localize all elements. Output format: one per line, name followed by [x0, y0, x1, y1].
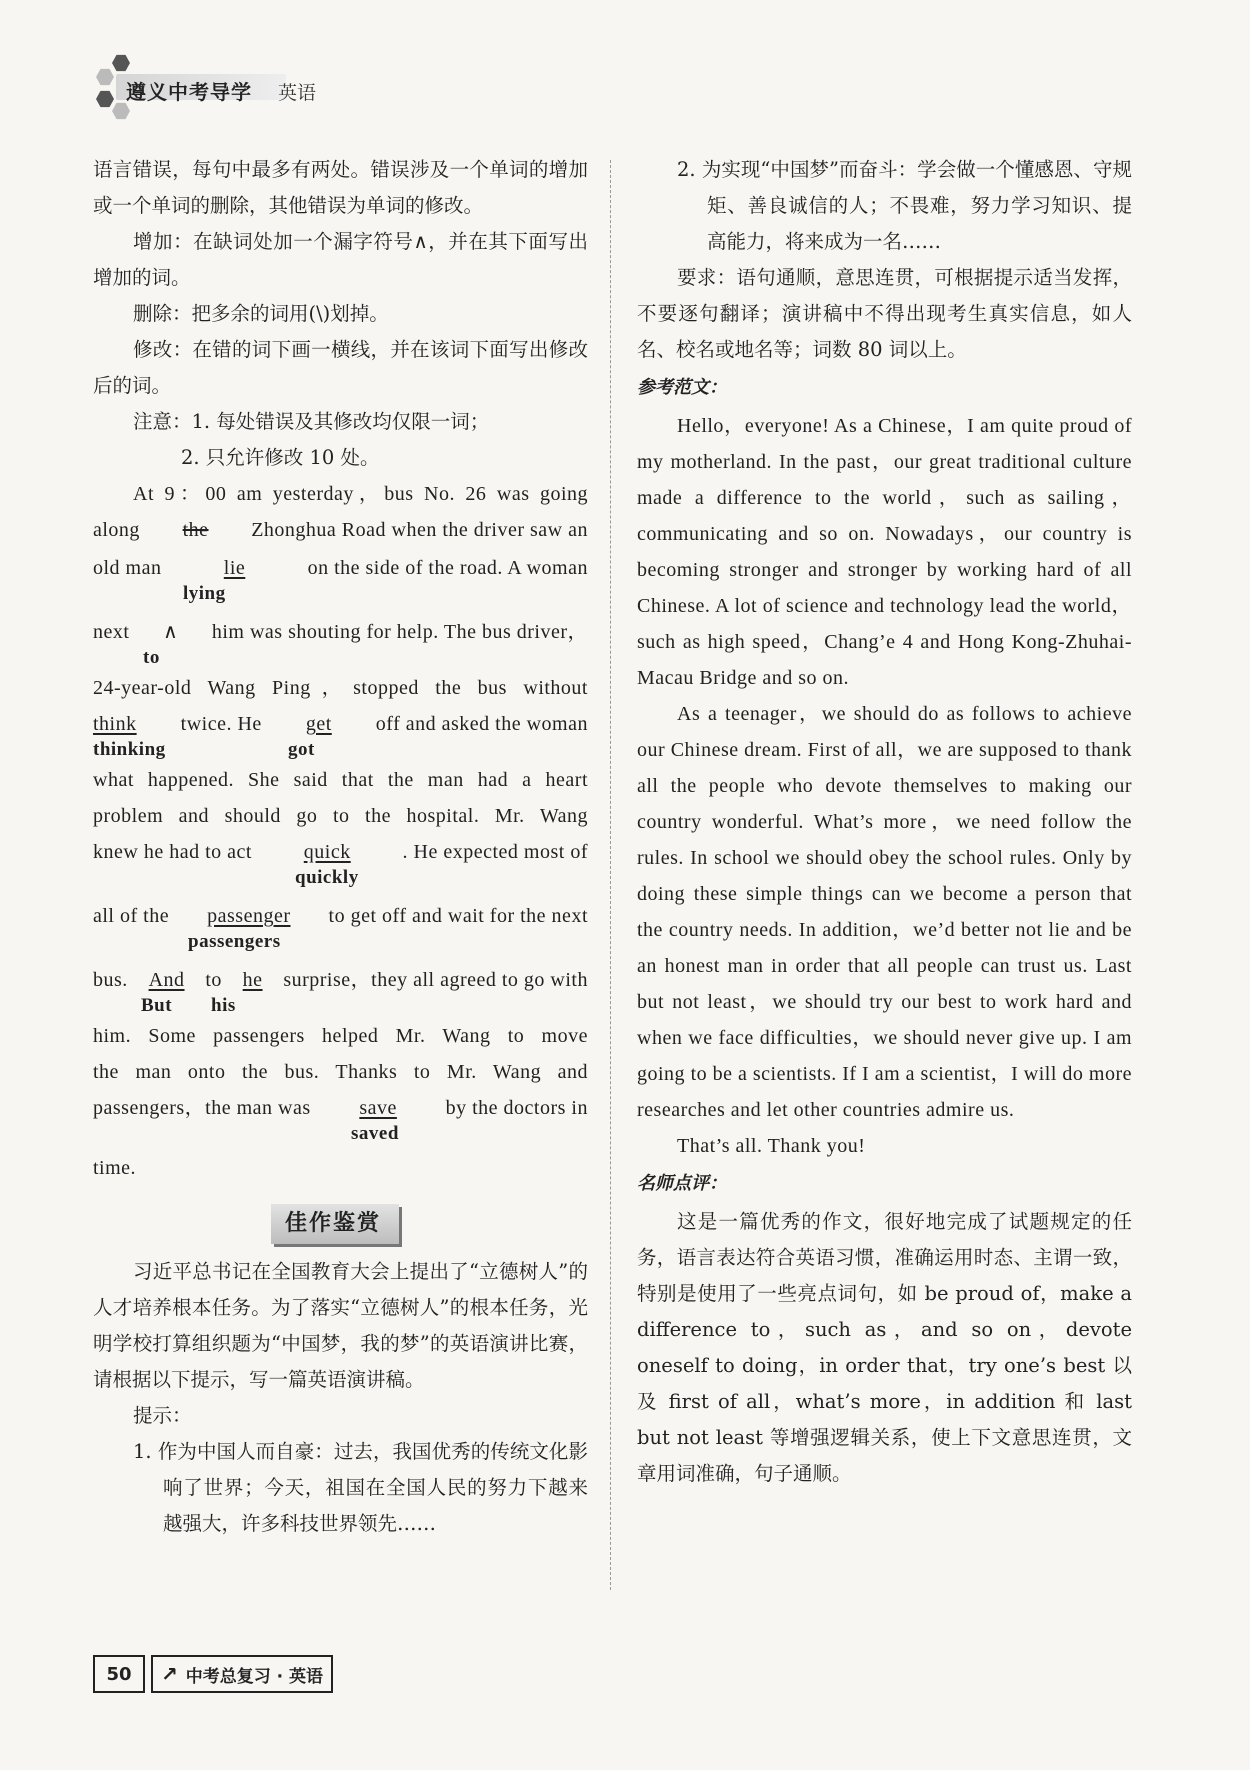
instruction-delete: 删除：把多余的词用(\)划掉。: [133, 302, 389, 325]
passage-line: time.: [93, 1157, 137, 1179]
error-word: he: [242, 969, 263, 991]
error-word: get: [305, 713, 332, 735]
error-word: think: [93, 713, 137, 735]
right-column: [637, 152, 1132, 1492]
passage-line: problem and should go to the hospital. Mr. Wang: [93, 805, 588, 827]
passage-line: next ∧ him was shouting for help. The bus driver， to: [93, 614, 588, 678]
subject-label: 英语: [278, 82, 317, 104]
comment-label: 名师点评：: [637, 1173, 727, 1194]
correction-passage: [93, 476, 588, 1186]
error-word: And: [148, 969, 185, 991]
teacher-comment: 这是一篇优秀的作文，很好地完成了试题规定的任务，语言表达符合英语习惯，准确运用时态、主谓一致，特别是使用了一些亮点词句，如 be proud of，make a difference to，such as，and so on，devote oneself to doing，in order that，try one’s best 以及 first of all，what’s more，in addition 和 last but not least 等增强逻辑关系，使上下文意思连贯，文章用词准确，句子通顺。: [637, 1210, 1132, 1485]
page-header: [88, 50, 1168, 120]
passage-line: At 9：00 am yesterday，bus No. 26 was going: [133, 483, 588, 505]
passage-line: passengers，the man was save by the doctors in saved: [93, 1090, 588, 1154]
correction-word: saved: [351, 1123, 399, 1144]
error-word: quick: [303, 841, 351, 863]
sample-paragraph: That’s all. Thank you!: [677, 1135, 866, 1157]
passage-line: think twice. He get off and asked the woman thinking got: [93, 706, 588, 770]
correction-word: to: [143, 647, 160, 668]
instruction-modify: 修改：在错的词下画一横线，并在该词下面写出修改后的词。: [93, 338, 588, 397]
hexagon-decoration: [112, 54, 130, 72]
note-2: 2. 只允许修改 10 处。: [181, 446, 380, 469]
hint-item: 1. 作为中国人而自豪：过去，我国优秀的传统文化影响了世界；今天，祖国在全国人民的努力下越来越强大，许多科技世界领先……: [133, 1440, 588, 1535]
deleted-word: the: [182, 519, 209, 541]
correction-word: lying: [183, 583, 226, 604]
sample-paragraph: As a teenager，we should do as follows to achieve our Chinese dream. First of all，we are supposed to thank all the people who devote themselves to making our country wonderful. What’s more，we need follow the rules. In school we should obey the school rules. Only by doing these simple things can we become a person that the country needs. In addition，we’d better not lie and be an honest man in order that all people can trust us. Last but not least，we should try our best to work hard and when we face difficulties，we should never give up. I am going to be a scientists. If I am a scientist，I will do more researches and let other countries admire us.: [637, 703, 1132, 1121]
section-title: 佳作鉴赏: [271, 1204, 399, 1244]
note-1: 注意：1. 每处错误及其修改均仅限一词；: [133, 410, 490, 433]
left-column: [93, 152, 588, 1542]
passage-line: the man onto the bus. Thanks to Mr. Wang and: [93, 1061, 588, 1083]
correction-word: But: [141, 995, 173, 1016]
correction-word: thinking: [93, 739, 166, 760]
arrow-icon: ↗: [161, 1662, 178, 1686]
page-number: 50: [93, 1655, 145, 1693]
writing-prompt: 习近平总书记在全国教育大会上提出了“立德树人”的人才培养根本任务。为了落实“立德树人”的根本任务，光明学校打算组织题为“中国梦，我的梦”的英语演讲比赛，请根据以下提示，写一篇英语演讲稿。: [93, 1260, 588, 1391]
correction-word: his: [211, 995, 236, 1016]
correction-word: passengers: [188, 931, 281, 952]
passage-line: bus. And to he surprise，they all agreed to go with But his: [93, 962, 588, 1026]
error-word: passenger: [207, 905, 291, 927]
hexagon-decoration: [96, 68, 114, 86]
page-footer: [93, 1655, 333, 1693]
passage-line: knew he had to act quick . He expected most of quickly: [93, 834, 588, 898]
sample-label: 参考范文：: [637, 377, 727, 398]
passage-line: along the Zhonghua Road when the driver saw an: [93, 512, 588, 550]
correction-word: quickly: [295, 867, 359, 888]
sample-paragraph: Hello，everyone! As a Chinese，I am quite proud of my motherland. In the past，our great traditional culture made a difference to the world，such as sailing，communicating and so on. Nowadays，our country is becoming stronger and stronger by working hard of all Chinese. A lot of science and technology lead the world，such as high speed，Chang’e 4 and Hong Kong-Zhuhai-Macau Bridge and so on.: [637, 415, 1132, 689]
instruction-add: 增加：在缺词处加一个漏字符号∧，并在其下面写出增加的词。: [93, 230, 588, 289]
error-word: save: [359, 1097, 397, 1119]
passage-line: what happened. She said that the man had a heart: [93, 769, 588, 791]
footer-book-label: ↗ 中考总复习 · 英语: [151, 1655, 333, 1693]
requirement-text: 要求：语句通顺，意思连贯，可根据提示适当发挥，不要逐句翻译；演讲稿中不得出现考生真实信息，如人名、校名或地名等；词数 80 词以上。: [637, 266, 1132, 361]
hexagon-decoration: [96, 90, 114, 108]
passage-line: all of the passenger to get off and wait for the next passengers: [93, 898, 588, 962]
hint-label: 提示：: [133, 1404, 192, 1427]
book-title: 遵义中考导学: [126, 80, 252, 104]
correction-word: got: [288, 739, 315, 760]
column-divider: [610, 160, 611, 1590]
passage-line: old man lie on the side of the road. A woman lying: [93, 550, 588, 614]
instruction-text: 语言错误，每句中最多有两处。错误涉及一个单词的增加或一个单词的删除，其他错误为单词的修改。: [93, 158, 588, 217]
hint-item: 2. 为实现“中国梦”而奋斗：学会做一个懂感恩、守规矩、善良诚信的人；不畏难，努力学习知识、提高能力，将来成为一名……: [677, 158, 1132, 253]
passage-line: 24-year-old Wang Ping，stopped the bus without: [93, 677, 588, 699]
error-word: lie: [223, 557, 246, 579]
passage-line: him. Some passengers helped Mr. Wang to move: [93, 1025, 588, 1047]
insert-mark: ∧: [163, 621, 179, 643]
